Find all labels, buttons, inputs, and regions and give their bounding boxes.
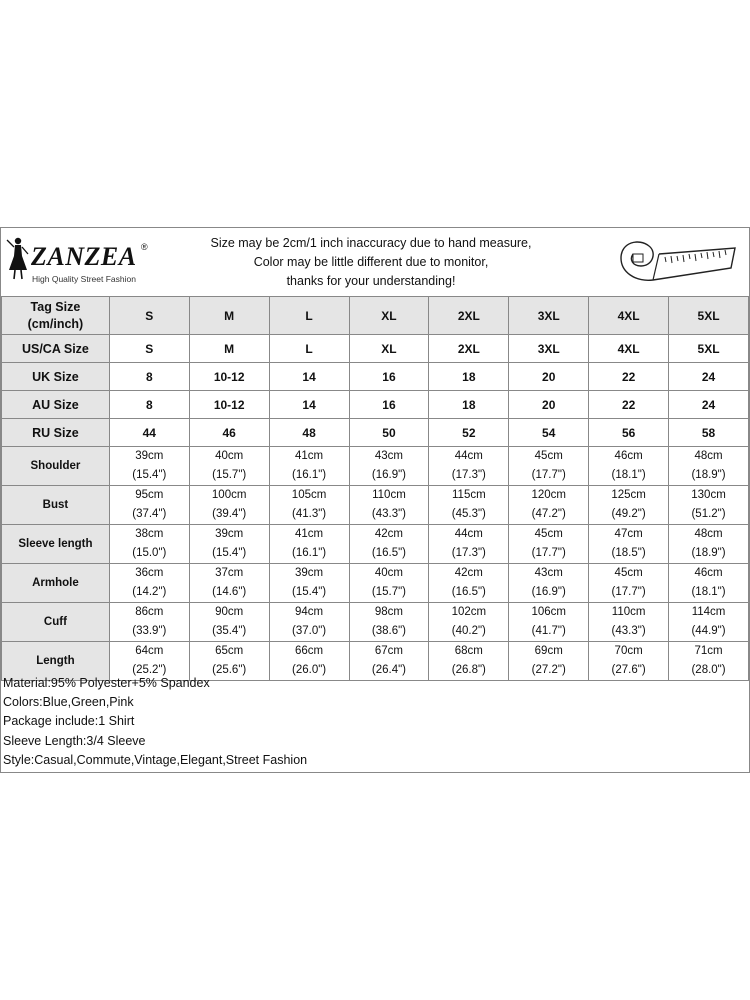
measurement-cell	[349, 525, 429, 564]
measurement-cell	[269, 486, 349, 525]
inch-value: (26.0")	[292, 664, 327, 676]
measurement-cell	[509, 564, 589, 603]
size-row	[2, 391, 749, 419]
inch-value: (41.3")	[292, 508, 327, 520]
measurement-cell	[429, 603, 509, 642]
inch-value: (18.9")	[691, 469, 726, 481]
measurement-cell	[189, 564, 269, 603]
inch-value: (44.9")	[691, 625, 726, 637]
notice-line-2: Color may be little different due to monitor,	[253, 255, 489, 269]
measurement-cell	[589, 603, 669, 642]
inch-value: (51.2")	[691, 508, 726, 520]
size-cell: 10-12	[189, 391, 269, 419]
size-cell: 14	[269, 391, 349, 419]
inch-value: (38.6")	[371, 625, 407, 637]
cm-value: 67cm	[374, 645, 404, 657]
notice-line-1: Size may be 2cm/1 inch inaccuracy due to hand measure,	[210, 236, 532, 250]
measurement-cell	[669, 447, 749, 486]
cm-value: 38cm	[135, 528, 164, 540]
cm-value: 70cm	[614, 645, 643, 657]
size-cell: L	[269, 297, 349, 335]
measurement-cell	[589, 525, 669, 564]
inch-value: (17.3")	[451, 469, 486, 481]
cm-value: 48cm	[694, 528, 723, 540]
inch-value: (16.1")	[292, 469, 327, 481]
notice-line-3: thanks for your understanding!	[286, 274, 456, 288]
cm-value: 125cm	[611, 489, 646, 501]
measurement-cell	[349, 564, 429, 603]
size-cell: 5XL	[669, 297, 749, 335]
size-row	[2, 335, 749, 363]
size-cell: 24	[669, 391, 749, 419]
inch-value: (16.5")	[371, 547, 407, 559]
inch-value: (27.6")	[611, 664, 646, 676]
size-cell: 8	[109, 391, 189, 419]
inch-value: (28.0")	[691, 664, 726, 676]
cm-value: 98cm	[374, 606, 404, 618]
size-cell: XL	[349, 297, 429, 335]
measurement-cell	[109, 447, 189, 486]
inch-value: (14.6")	[212, 586, 247, 598]
brand-tagline: High Quality Street Fashion	[32, 274, 136, 284]
row-header: Shoulder	[2, 447, 110, 486]
size-cell: 18	[429, 363, 509, 391]
measurement-cell	[669, 564, 749, 603]
row-header: Bust	[2, 486, 110, 525]
measurement-cell	[509, 447, 589, 486]
cm-value: 130cm	[691, 489, 726, 501]
measurement-row	[2, 447, 749, 486]
cm-value: 42cm	[454, 567, 483, 579]
measurement-cell	[509, 486, 589, 525]
measurement-cell	[429, 486, 509, 525]
fashion-figure-icon	[5, 236, 31, 280]
size-cell: L	[269, 335, 349, 363]
inch-value: (15.7")	[371, 586, 407, 598]
size-cell: 20	[509, 391, 589, 419]
size-cell: 8	[109, 363, 189, 391]
size-cell: 44	[109, 419, 189, 447]
inch-value: (18.1")	[611, 469, 646, 481]
measurement-cell	[669, 642, 749, 681]
measurement-cell	[189, 486, 269, 525]
row-header: Cuff	[2, 603, 110, 642]
size-cell: 3XL	[509, 335, 589, 363]
cm-value: 43cm	[534, 567, 563, 579]
measurement-cell	[349, 603, 429, 642]
inch-value: (37.0")	[292, 625, 327, 637]
inch-value: (15.4")	[212, 547, 247, 559]
cm-value: 110cm	[611, 606, 646, 618]
inch-value: (25.6")	[212, 664, 247, 676]
inch-value: (26.8")	[451, 664, 486, 676]
cm-value: 114cm	[691, 606, 726, 618]
measurement-cell	[109, 603, 189, 642]
cm-value: 47cm	[614, 528, 643, 540]
size-chart	[0, 227, 750, 773]
size-cell: M	[189, 297, 269, 335]
cm-value: 45cm	[534, 450, 563, 462]
size-cell: 2XL	[429, 335, 509, 363]
inch-value: (15.0")	[132, 547, 167, 559]
product-notes	[3, 674, 307, 770]
row-header: US/CA Size	[2, 335, 110, 363]
size-row	[2, 419, 749, 447]
measurement-cell	[669, 603, 749, 642]
row-header: UK Size	[2, 363, 110, 391]
measurement-cell	[189, 603, 269, 642]
cm-value: 66cm	[295, 645, 324, 657]
cm-value: 68cm	[454, 645, 483, 657]
measurement-notice	[171, 234, 571, 291]
inch-value: (16.1")	[292, 547, 327, 559]
inch-value: (15.4")	[292, 586, 327, 598]
note-style: Style:Casual,Commute,Vintage,Elegant,Street Fashion	[3, 752, 308, 767]
measurement-rows	[2, 447, 749, 681]
row-header: AU Size	[2, 391, 110, 419]
inch-value: (45.3")	[451, 508, 486, 520]
brand-name: ZANZEA	[31, 242, 137, 271]
size-cell: 54	[509, 419, 589, 447]
size-cell: 18	[429, 391, 509, 419]
inch-value: (16.5")	[451, 586, 486, 598]
inch-value: (33.9")	[132, 625, 167, 637]
measurement-cell	[269, 564, 349, 603]
row-header: Length	[2, 642, 110, 681]
brand-logo	[3, 236, 153, 288]
inch-value: (17.7")	[531, 469, 566, 481]
size-table	[1, 296, 749, 681]
cm-value: 64cm	[135, 645, 164, 657]
row-header: Armhole	[2, 564, 110, 603]
size-cell: 56	[589, 419, 669, 447]
measurement-row	[2, 564, 749, 603]
size-cell: 50	[349, 419, 429, 447]
measurement-cell	[509, 603, 589, 642]
inch-value: (39.4")	[212, 508, 247, 520]
size-cell: 58	[669, 419, 749, 447]
measurement-cell	[269, 447, 349, 486]
measurement-cell	[429, 447, 509, 486]
measurement-cell	[349, 642, 429, 681]
measurement-cell	[109, 525, 189, 564]
cm-value: 46cm	[694, 567, 723, 579]
cm-value: 44cm	[454, 450, 483, 462]
measurement-cell	[669, 525, 749, 564]
chart-header	[1, 228, 749, 297]
inch-value: (49.2")	[611, 508, 646, 520]
cm-value: 102cm	[451, 606, 487, 618]
size-cell: 10-12	[189, 363, 269, 391]
cm-value: 40cm	[215, 450, 244, 462]
cm-value: 41cm	[295, 450, 324, 462]
note-material: Material:95% Polyester+5% Spandex	[3, 676, 210, 690]
cm-value: 48cm	[694, 450, 723, 462]
cm-value: 39cm	[215, 528, 244, 540]
size-cell: 4XL	[589, 297, 669, 335]
cm-value: 46cm	[614, 450, 643, 462]
size-cell: 16	[349, 363, 429, 391]
cm-value: 39cm	[135, 450, 164, 462]
measurement-cell	[109, 486, 189, 525]
cm-value: 94cm	[295, 606, 324, 618]
size-cell: 22	[589, 363, 669, 391]
inch-value: (18.1")	[691, 586, 726, 598]
size-cell: 2XL	[429, 297, 509, 335]
inch-value: (35.4")	[212, 625, 247, 637]
cm-value: 39cm	[295, 567, 324, 579]
inch-value: (14.2")	[132, 586, 167, 598]
measurement-cell	[509, 525, 589, 564]
note-sleeve-length: Sleeve Length:3/4 Sleeve	[3, 733, 146, 748]
size-cell: S	[109, 297, 189, 335]
cm-value: 100cm	[211, 489, 247, 501]
measurement-cell	[349, 447, 429, 486]
inch-value: (18.9")	[691, 547, 726, 559]
cm-value: 110cm	[372, 489, 406, 501]
cm-value: 69cm	[534, 645, 563, 657]
chart-frame	[0, 227, 750, 773]
size-cell: 24	[669, 363, 749, 391]
cm-value: 44cm	[454, 528, 483, 540]
cm-value: 36cm	[135, 567, 164, 579]
row-header: RU Size	[2, 419, 110, 447]
cm-value: 71cm	[694, 645, 723, 657]
inch-value: (18.5")	[611, 547, 646, 559]
cm-value: 106cm	[531, 606, 566, 618]
measuring-tape-icon	[613, 232, 741, 292]
measurement-cell	[269, 525, 349, 564]
inch-value: (17.3")	[451, 547, 486, 559]
note-colors: Colors:Blue,Green,Pink	[3, 695, 134, 710]
row-header: Sleeve length	[2, 525, 110, 564]
size-cell: XL	[349, 335, 429, 363]
inch-value: (43.3")	[611, 625, 646, 637]
inch-value: (25.2")	[132, 664, 167, 676]
inch-value: (47.2")	[531, 508, 566, 520]
size-cell: 4XL	[589, 335, 669, 363]
measurement-cell	[429, 564, 509, 603]
cm-value: 65cm	[215, 645, 244, 657]
size-cell: S	[109, 335, 189, 363]
measurement-cell	[189, 525, 269, 564]
size-cell: 16	[349, 391, 429, 419]
measurement-row	[2, 486, 749, 525]
cm-value: 43cm	[374, 450, 404, 462]
inch-value: (17.7")	[531, 547, 566, 559]
cm-value: 42cm	[374, 528, 404, 540]
size-rows	[2, 297, 749, 447]
measurement-cell	[429, 525, 509, 564]
measurement-cell	[589, 642, 669, 681]
cm-value: 40cm	[374, 567, 404, 579]
inch-value: (43.3")	[371, 508, 407, 520]
size-cell: 3XL	[509, 297, 589, 335]
inch-value: (41.7")	[531, 625, 566, 637]
size-cell: 48	[269, 419, 349, 447]
cm-value: 90cm	[215, 606, 244, 618]
size-cell: M	[189, 335, 269, 363]
inch-value: (17.7")	[611, 586, 646, 598]
measurement-cell	[109, 564, 189, 603]
measurement-cell	[429, 642, 509, 681]
cm-value: 37cm	[215, 567, 244, 579]
measurement-row	[2, 525, 749, 564]
cm-value: 95cm	[135, 489, 164, 501]
inch-value: (27.2")	[531, 664, 566, 676]
measurement-cell	[589, 564, 669, 603]
measurement-cell	[589, 447, 669, 486]
size-row	[2, 297, 749, 335]
cm-value: 120cm	[531, 489, 566, 501]
cm-value: 41cm	[295, 528, 324, 540]
measurement-cell	[189, 447, 269, 486]
note-package: Package include:1 Shirt	[3, 714, 135, 729]
measurement-cell	[669, 486, 749, 525]
registered-mark: ®	[141, 242, 148, 252]
size-cell: 5XL	[669, 335, 749, 363]
measurement-cell	[589, 486, 669, 525]
inch-value: (16.9")	[531, 586, 566, 598]
size-cell: 20	[509, 363, 589, 391]
inch-value: (15.7")	[212, 469, 247, 481]
inch-value: (40.2")	[451, 625, 486, 637]
measurement-cell	[349, 486, 429, 525]
measurement-row	[2, 603, 749, 642]
cm-value: 105cm	[291, 489, 327, 501]
cm-value: 86cm	[135, 606, 164, 618]
inch-value: (37.4")	[132, 508, 167, 520]
measurement-cell	[509, 642, 589, 681]
size-row	[2, 363, 749, 391]
cm-value: 45cm	[614, 567, 643, 579]
size-cell: 52	[429, 419, 509, 447]
size-cell: 46	[189, 419, 269, 447]
row-header: Tag Size (cm/inch)	[2, 297, 110, 335]
inch-value: (15.4")	[132, 469, 167, 481]
measurement-cell	[269, 603, 349, 642]
inch-value: (26.4")	[371, 664, 407, 676]
size-cell: 22	[589, 391, 669, 419]
cm-value: 115cm	[452, 489, 486, 501]
cm-value: 45cm	[534, 528, 563, 540]
inch-value: (16.9")	[371, 469, 407, 481]
size-cell: 14	[269, 363, 349, 391]
